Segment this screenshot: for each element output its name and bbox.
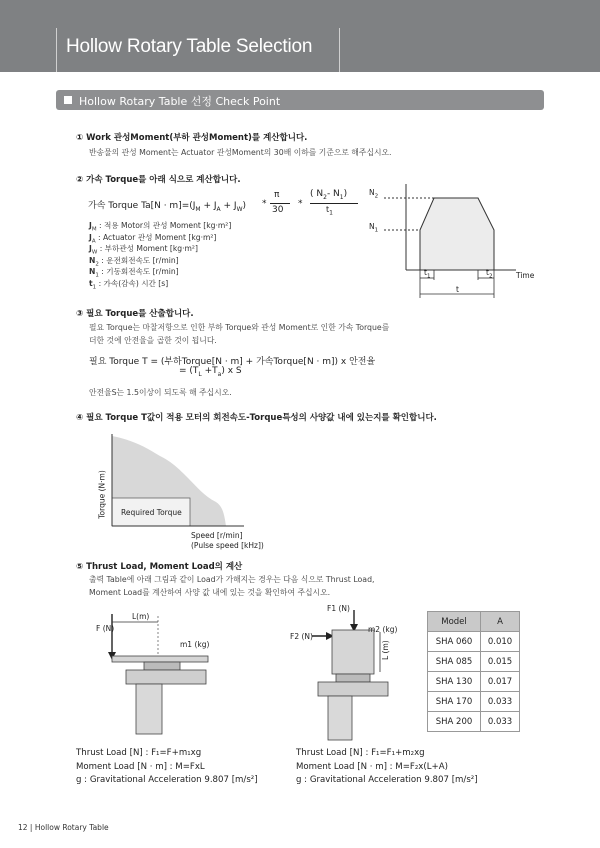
left-moment-formula: Moment Load [N · m] : M=FxL bbox=[76, 762, 205, 772]
multiply-sign: * bbox=[262, 199, 267, 209]
fig1-m1-label: m1 (kg) bbox=[180, 640, 210, 649]
speed-torque-chart bbox=[104, 432, 254, 532]
cell-model: SHA 170 bbox=[428, 692, 481, 712]
step5-text1: 출력 Table에 아래 그림과 같이 Load가 가해지는 경우는 다음 식으로 Thrust Load, bbox=[89, 575, 375, 584]
step1-heading: ① Work 관성Moment(부하 관성Moment)를 계산합니다. bbox=[76, 133, 308, 143]
table-header-row bbox=[428, 612, 520, 632]
left-thrust-formula: Thrust Load [N] : F₁=F+m₁xg bbox=[76, 748, 202, 758]
step1-text: 반송물의 관성 Moment는 Actuator 관성Moment의 30배 이하를 기준으로 해주십시오. bbox=[89, 148, 392, 157]
step3-text1: 필요 Torque는 마찰저항으로 인한 부하 Torque와 관성 Moment로 인한 가속 Torque를 bbox=[89, 323, 390, 332]
cell-model: SHA 200 bbox=[428, 712, 481, 732]
required-torque-label: Required Torque bbox=[121, 508, 182, 517]
right-thrust-formula: Thrust Load [N] : F₁=F₁+m₂xg bbox=[296, 748, 425, 758]
profile-area bbox=[420, 198, 494, 270]
cell-model: SHA 130 bbox=[428, 672, 481, 692]
cell-model: SHA 085 bbox=[428, 652, 481, 672]
n2-label: $N_2$ bbox=[369, 188, 379, 200]
section-title: Hollow Rotary Table 선정 Check Point bbox=[79, 95, 281, 108]
fraction-denominator: $t_1$ bbox=[326, 205, 333, 217]
right-moment-formula: Moment Load [N · m] : M=F₂x(L+A) bbox=[296, 762, 448, 772]
cell-model: SHA 060 bbox=[428, 632, 481, 652]
fig2-m2-label: m2 (kg) bbox=[368, 625, 398, 634]
table-row bbox=[428, 712, 520, 732]
step5-heading: ⑤ Thrust Load, Moment Load의 계산 bbox=[76, 562, 243, 572]
load-block bbox=[332, 630, 374, 674]
motor-body bbox=[136, 684, 162, 734]
table-row bbox=[428, 692, 520, 712]
motor-body-2 bbox=[328, 696, 352, 740]
fig2-f2-label: F2 (N) bbox=[290, 632, 313, 641]
square-bullet-icon bbox=[64, 96, 72, 104]
fig2-l-label: L (m) bbox=[381, 640, 390, 660]
t2-label: $t_2$ bbox=[486, 268, 493, 280]
speed-axis-label-2: (Pulse speed [kHz]) bbox=[191, 541, 264, 550]
t1-label: $t_1$ bbox=[424, 268, 431, 280]
fraction-numerator: ( $N_2-$ $N_1$) bbox=[310, 189, 348, 201]
fig1-l-label: L(m) bbox=[132, 612, 150, 621]
thirty: 30 bbox=[272, 205, 284, 215]
table-row bbox=[428, 652, 520, 672]
n1-label: $N_1$ bbox=[369, 222, 379, 234]
step2-heading: ② 가속 Torque를 아래 식으로 계산합니다. bbox=[76, 175, 241, 185]
step3-heading: ③ 필요 Torque를 산출합니다. bbox=[76, 309, 194, 319]
required-torque-formula-2: = $(T_L +T_a)$ x S bbox=[179, 366, 242, 378]
step3-note: 안전율S는 1.5이상이 되도록 해 주십시오. bbox=[89, 388, 232, 397]
page-title: Hollow Rotary Table Selection bbox=[66, 36, 313, 57]
fraction-line bbox=[270, 203, 290, 204]
model-table bbox=[427, 611, 520, 732]
time-label: Time bbox=[516, 271, 535, 280]
table-row bbox=[428, 632, 520, 652]
load-plate bbox=[112, 656, 208, 662]
accel-torque-formula: 가속 Torque $Ta[N \cdot m]=(J_M + J_A + J_W)$ bbox=[88, 201, 247, 213]
left-gravity-formula: g : Gravitational Acceleration 9.807 [m/s²] bbox=[76, 775, 258, 785]
multiply-sign-2: * bbox=[298, 199, 303, 209]
right-gravity-formula: g : Gravitational Acceleration 9.807 [m/s²] bbox=[296, 775, 478, 785]
output-table-2 bbox=[336, 674, 370, 682]
rotary-table-body-2 bbox=[318, 682, 388, 696]
t-label: t bbox=[456, 285, 459, 294]
cell-a: 0.015 bbox=[481, 652, 520, 672]
cell-a: 0.033 bbox=[481, 712, 520, 732]
cell-a: 0.010 bbox=[481, 632, 520, 652]
step3-text2: 더한 것에 안전율을 곱한 것이 됩니다. bbox=[89, 336, 217, 345]
page-footer: 12 | Hollow Rotary Table bbox=[18, 823, 109, 832]
required-torque-formula: 필요 Torque T = (부하Torque[N · m] + 가속Torque[N · m]) x 안전율 bbox=[89, 357, 376, 367]
pi-symbol: π bbox=[274, 190, 280, 200]
step4-heading: ④ 필요 Torque T값이 적용 모터의 회전속도-Torque특성의 사양값 내에 있는지를 확인합니다. bbox=[76, 413, 437, 423]
output-table bbox=[144, 662, 180, 670]
speed-axis-label: Speed [r/min] bbox=[191, 531, 243, 540]
rotary-table-body bbox=[126, 670, 206, 684]
cell-a: 0.033 bbox=[481, 692, 520, 712]
legend-list: $J_M$ : 적용 Motor의 관성 Moment [kg·m²] $J_A$ : Actuator 관성 Moment [kg·m²] $J_W$ : 부하관성 Moment [kg·m²] $N_2$ : 운전회전속도 [r/min] $N_1$ : 기동회전속도 [r/min] $t_1$ : 가속(감속) 시간 [s] bbox=[89, 221, 232, 291]
torque-axis-label: Torque (N·m) bbox=[97, 470, 107, 519]
cell-a: 0.017 bbox=[481, 672, 520, 692]
fig1-f-label: F (N) bbox=[96, 624, 115, 633]
speed-profile-diagram bbox=[366, 180, 546, 300]
header-model: Model bbox=[428, 612, 481, 632]
fraction-line-2 bbox=[310, 203, 358, 204]
fig2-f1-label: F1 (N) bbox=[327, 604, 350, 613]
step5-text2: Moment Load를 계산하여 사양 값 내에 있는 것을 확인하여 주십시오. bbox=[89, 588, 331, 597]
table-row bbox=[428, 672, 520, 692]
header-a: A bbox=[481, 612, 520, 632]
